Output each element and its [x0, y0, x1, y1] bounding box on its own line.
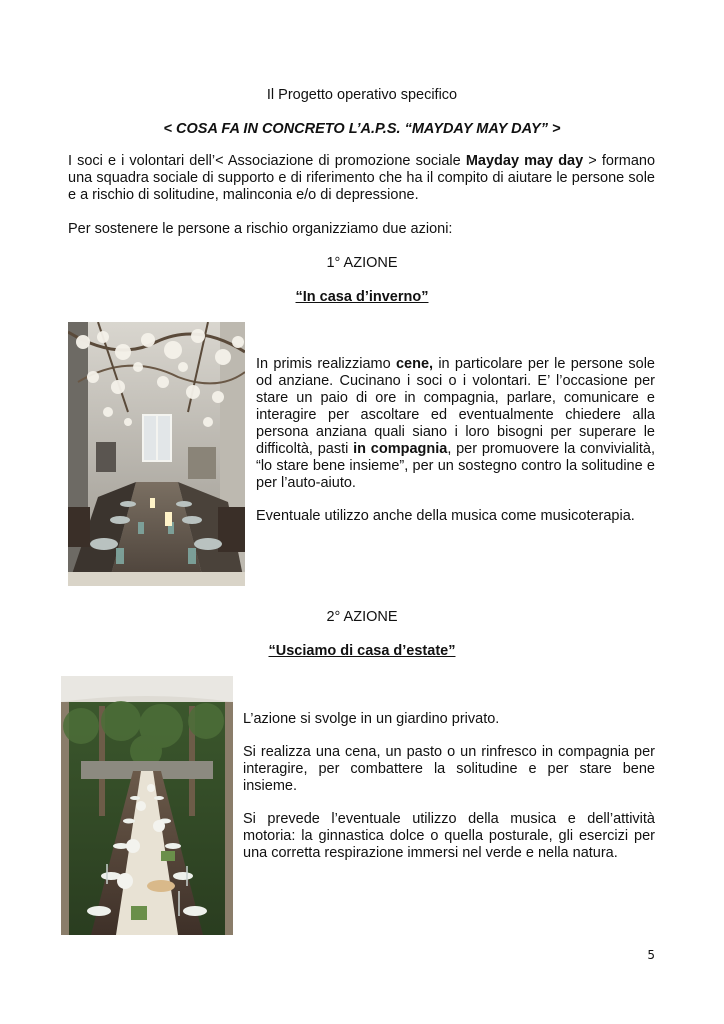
action2-paragraph-1: L’azione si svolge in un giardino privato. — [243, 711, 500, 727]
intro-bold-name: Mayday may day — [465, 153, 584, 169]
action1-title: “In casa d’inverno” — [295, 289, 429, 305]
action1-text — [256, 356, 655, 525]
action1-text-e: , per promuovere la convivialità, “lo stare bene insieme”, per un sostegno contro la solitudine e per l’auto-aiuto. — [256, 441, 655, 491]
page-number: 5 — [647, 948, 655, 962]
action2-paragraph-3: Si prevede l’eventuale utilizzo della musica e dell’attività motoria: la ginnastica dolce o quella posturale, gli esercizi per una corretta respirazione immersi nel verde e nella natura. — [243, 811, 655, 861]
main-heading: < COSA FA IN CONCRETO L’A.P.S. “MAYDAY MAY DAY” > — [163, 121, 561, 137]
summer-garden-photo — [61, 676, 233, 935]
intro-text-1: I soci e i volontari dell’< Associazione di promozione sociale — [68, 153, 466, 169]
action2-title-wrap — [0, 643, 724, 659]
action1-text-c: in particolare per le persone sole od anziane. Cucinano i soci o i volontari. E’ l’occasione per stare un paio di ore in compagnia, parlare, comunicare e interagire per ascoltare ed eventualmente chiedere alla persona anziana quali siano i loro bisogni per superare le difficoltà, pasti — [256, 356, 655, 457]
action1-bold-cene: cene, — [395, 356, 434, 372]
action2-paragraph-2: Si realizza una cena, un pasto o un rinfresco in compagnia per interagire, per combattere la solitudine e per stare bene insieme. — [243, 744, 655, 794]
winter-dinner-illustration — [68, 322, 245, 586]
action1-title-wrap — [0, 289, 724, 305]
winter-dinner-photo — [68, 322, 245, 586]
action1-text-a: In primis realizziamo — [256, 356, 396, 372]
action2-text — [243, 711, 655, 862]
summer-garden-illustration — [61, 676, 233, 935]
project-title: Il Progetto operativo specifico — [266, 87, 458, 103]
action1-bold-compagnia: in compagnia — [353, 441, 448, 457]
action1-paragraph-2: Eventuale utilizzo anche della musica come musicoterapia. — [256, 508, 635, 524]
action2-title: “Usciamo di casa d’estate” — [268, 643, 456, 659]
action2-label: 2° AZIONE — [326, 609, 398, 625]
action1-label: 1° AZIONE — [326, 255, 398, 271]
action1-paragraph-1 — [256, 356, 655, 492]
intro-text-2: > formano una squadra sociale di supporto e di riferimento che ha il compito di aiutare le persone sole e a rischio di solitudine, malinconia e/o di depressione. — [68, 153, 656, 203]
support-line: Per sostenere le persone a rischio organizziamo due azioni: — [68, 221, 453, 237]
intro-paragraph — [68, 153, 655, 204]
